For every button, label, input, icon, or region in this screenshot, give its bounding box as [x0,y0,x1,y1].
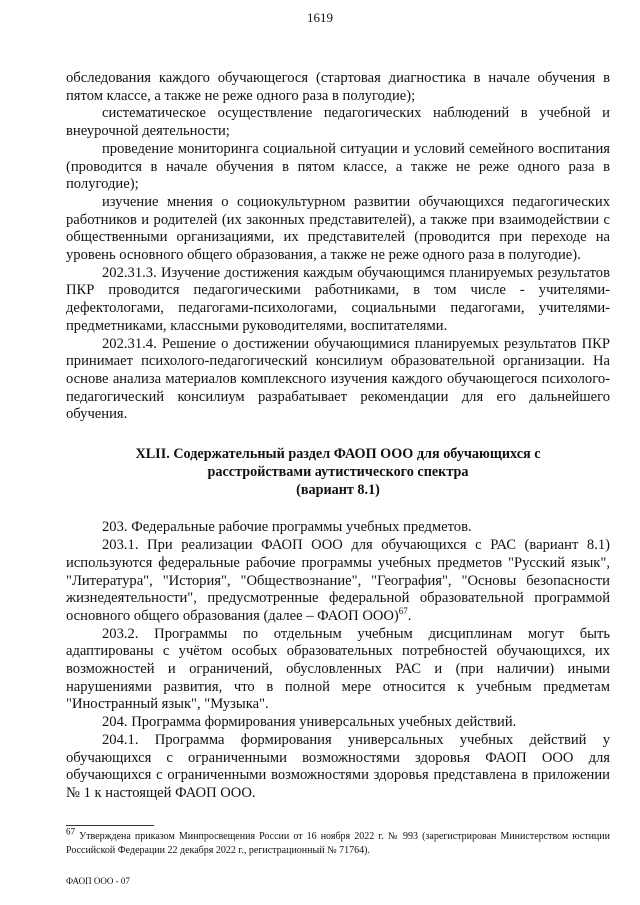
footnote-divider [66,825,154,826]
paragraph: 204. Программа формирования универсальных учебных действий. [102,714,517,731]
footnote [66,826,610,858]
section-heading-line: XLII. Содержательный раздел ФАОП ООО для обучающихся с [135,446,541,463]
paragraph: 202.31.3. Изучение достижения каждым обучающимся планируемых результатов ПКР проводится педагогическими работниками, в том числе - учителями-дефектологами, педагогами-психологами, социальными педагогами, учителями-предметниками, классными руководителями, воспитателями. [66,264,610,334]
document-body [66,70,610,803]
paragraph: 202.31.4. Решение о достижении обучающимися планируемых результатов ПКР принимает психолого-педагогический консилиум образовательной организации. На основе анализа материалов комплексного изучения каждого обучающегося психолого-педагогический консилиум разрабатывает рекомендации для его дальнейшего обучения. [66,335,610,423]
paragraph: проведение мониторинга социальной ситуации и условий семейного воспитания (проводится в начале обучения в пятом классе, а также не реже одного раза в полугодие); [66,140,610,193]
paragraph: 204.1. Программа формирования универсальных учебных действий у обучающихся с ограниченными возможностями здоровья ФАОП ООО для обучающихся с ограниченными возможностями здоровья представлена в приложении № 1 к настоящей ФАОП ООО. [66,731,610,801]
paragraph: 203.2. Программы по отдельным учебным дисциплинам могут быть адаптированы с учётом особых образовательных потребностей обучающихся, их возможностей и ограничений, обусловленных РАС и (при наличии) иными нарушениями развития, что в полной мере относится к учебным предметам "Иностранный язык", "Музыка". [66,625,610,713]
section-heading [66,446,610,499]
footnote-reference: 67 [398,606,408,617]
footer-label: ФАОП ООО - 07 [66,876,130,886]
page-number: 1619 [307,10,333,25]
paragraph: обследования каждого обучающегося (стартовая диагностика в начале обучения в пятом классе, а также не реже одного раза в полугодие); [66,70,610,104]
footnote-marker: 67 [66,826,75,837]
paragraph-end: . [407,607,412,624]
paragraph: изучение мнения о социокультурном развитии обучающихся педагогических работников и родителей (их законных представителей), а также при взаимодействии с общественными организациями, их представителей (проводится при переходе на уровень основного общего образования, а также не реже одного раза в полугодие). [66,193,610,264]
paragraph: 203. Федеральные рабочие программы учебных предметов. [102,519,472,536]
paragraph [66,537,610,626]
paragraph-text: 203.1. При реализации ФАОП ООО для обучающихся с РАС (вариант 8.1) используются федеральные рабочие программы учебных предметов "Русский язык", "Литература", "История", "Обществознание", "География", "Основы безопасности жизнедеятельности", предусмотренные федеральной образовательной программой основного общего образования (далее – ФАОП ООО) [66,537,610,624]
paragraph: систематическое осуществление педагогических наблюдений в учебной и внеурочной деятельности; [66,105,610,140]
section-heading-line: расстройствами аутистического спектра [207,463,469,480]
section-heading-line: (вариант 8.1) [296,481,380,498]
footnote-text: Утверждена приказом Минпросвещения России от 16 ноября 2022 г. № 993 (зарегистрирован Министерством юстиции Российской Федерации 22 декабря 2022 г., регистрационный № 71764). [66,831,610,856]
